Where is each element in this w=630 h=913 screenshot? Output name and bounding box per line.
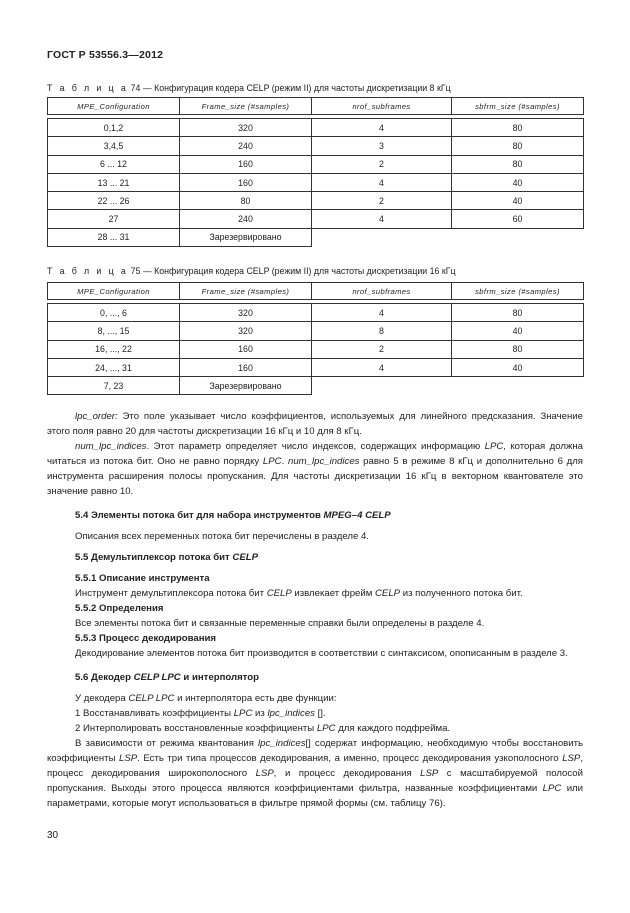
table-cell: 40	[452, 358, 584, 376]
column-header: nrof_subframes	[312, 283, 452, 300]
table-row	[48, 340, 584, 358]
term: CELP LPC	[133, 672, 181, 683]
term: CELP LPC	[128, 693, 175, 704]
term: lpc_order:	[75, 411, 118, 422]
table-row	[48, 192, 584, 210]
text-run: [].	[314, 708, 326, 719]
table-75	[47, 282, 584, 395]
column-header: sbfrm_size (#samples)	[452, 283, 584, 300]
table-label: Т а б л и ц а	[47, 266, 129, 276]
section-5-4-title	[47, 508, 583, 523]
table-cell: 320	[180, 119, 312, 137]
term: LSP	[562, 753, 581, 764]
table-row	[48, 210, 584, 228]
paragraph-lpc-order	[47, 409, 583, 439]
table-cell: 160	[180, 173, 312, 191]
term: LSP	[119, 753, 138, 764]
table-cell: 40	[452, 192, 584, 210]
text-run: , которая должна читаться из потока бит. Оно не равно порядку	[47, 441, 583, 467]
table-row	[48, 155, 584, 173]
text-run: или параметрами, которые могут использоваться в фильтре прямой формы (см. таблицу 76).	[47, 783, 584, 809]
table-cell: 0, ..., 6	[48, 304, 180, 322]
table-cell: 3	[312, 137, 452, 155]
text-run: и интерполятор	[180, 672, 259, 683]
text-run: для каждого подфрейма.	[335, 723, 451, 734]
table-cell: 240	[180, 210, 312, 228]
body-text	[47, 409, 583, 811]
text-run: 1 Восстанавливать коэффициенты	[75, 708, 234, 719]
section-5-5-1-title: 5.5.1 Описание инструмента	[75, 573, 210, 584]
table-row	[48, 137, 584, 155]
table-caption-text: 75 — Конфигурация кодера CELP (режим II) для частоты дискретизации 16 кГц	[130, 266, 456, 276]
table-cell: 2	[312, 155, 452, 173]
section-5-5-3-title: 5.5.3 Процесс декодирования	[75, 633, 217, 644]
table-cell: 240	[180, 137, 312, 155]
paragraph-num-lpc-indices	[47, 439, 583, 499]
text-run: [] содержат информацию, необходимую чтобы восстановить коэффициенты	[47, 738, 583, 764]
table-cell: 40	[452, 322, 584, 340]
table-74	[47, 97, 584, 247]
table-cell: 80	[452, 304, 584, 322]
text-run: с масштабируемой полосой пропускания. Выходы этого процесса являются коэффициентами фильтра, названные коэффициентами	[47, 768, 583, 794]
table-cell: 0,1,2	[48, 119, 180, 137]
text-run: 5.6 Декодер	[75, 672, 134, 683]
column-header: sbfrm_size (#samples)	[452, 98, 584, 115]
column-header: Frame_size (#samples)	[180, 283, 312, 300]
column-header: nrof_subframes	[312, 98, 452, 115]
table-cell: 4	[312, 304, 452, 322]
term: LPC	[233, 708, 253, 719]
table-cell: 6 ... 12	[48, 155, 180, 173]
text-run: из	[252, 708, 268, 719]
term: CELP	[266, 588, 292, 599]
text-run: и интерполятора есть две функции:	[174, 693, 337, 704]
column-header: MPE_Configuration	[48, 98, 180, 115]
term: LSP	[255, 768, 274, 779]
table-cell: 80	[452, 119, 584, 137]
term: num_lpc_indices	[287, 456, 360, 467]
list-item	[47, 721, 583, 736]
table-cell: 22 ... 26	[48, 192, 180, 210]
column-header: Frame_size (#samples)	[180, 98, 312, 115]
section-5-5-1-text	[47, 586, 583, 601]
table-75-caption	[47, 266, 456, 276]
text-run: . Есть три типа процессов декодирования, а именно, процесс декодирования узкополосного	[137, 753, 563, 764]
section-5-6-intro	[47, 691, 583, 706]
term: LSP	[420, 768, 439, 779]
text-run: , и процесс декодирования	[273, 768, 421, 779]
table-cell: 160	[180, 358, 312, 376]
term: lpc_indices	[267, 708, 315, 719]
table-cell: 160	[180, 340, 312, 358]
section-5-5-2-text: Все элементы потока бит и связанные переменные справки были определены в разделе 4.	[75, 618, 485, 629]
table-cell: 24, ..., 31	[48, 358, 180, 376]
table-cell: 80	[452, 155, 584, 173]
term: CELP	[232, 552, 259, 563]
table-row	[48, 173, 584, 191]
text-run: из полученного потока бит.	[400, 588, 523, 599]
document-header: ГОСТ Р 53556.3—2012	[47, 49, 164, 61]
table-cell: 40	[452, 173, 584, 191]
term: CELP	[375, 588, 401, 599]
table-header-row	[48, 283, 584, 300]
table-cell: 4	[312, 210, 452, 228]
text-run: равно 5 в режиме 8 кГц и дополнительно 6 для инструмента расширения полосы пропускания. Для частоты дискретизации 16 кГц в векторном квантователе это значение равно 10.	[47, 456, 584, 497]
section-5-6-paragraph	[47, 736, 583, 811]
paragraph-text: Это поле указывает число коэффициентов, используемых для линейного предсказания. Значение этого поля равно 20 для частоты дискретизации 16 кГц и 10 для 8 кГц.	[47, 411, 583, 437]
table-cell: 4	[312, 358, 452, 376]
table-row	[48, 358, 584, 376]
table-cell: 13 ... 21	[48, 173, 180, 191]
list-item	[47, 706, 583, 721]
table-cell: 80	[180, 192, 312, 210]
table-cell: 160	[180, 155, 312, 173]
text-run: В зависимости от режима квантования	[75, 738, 259, 749]
table-cell: 28 ... 31	[48, 228, 180, 246]
table-cell: 8	[312, 322, 452, 340]
table-cell: 80	[452, 340, 584, 358]
table-74-caption	[47, 83, 451, 93]
table-cell: 320	[180, 322, 312, 340]
term: MPEG–4 CELP	[323, 510, 391, 521]
section-5-6-title	[47, 670, 583, 685]
section-5-5-title	[47, 550, 583, 565]
page-number: 30	[47, 830, 59, 841]
text-run: , процесс декодирования широкополосного	[47, 753, 583, 779]
column-header: MPE_Configuration	[48, 283, 180, 300]
table-header-row	[48, 98, 584, 115]
table-row	[48, 119, 584, 137]
section-5-5-2-title: 5.5.2 Определения	[75, 603, 164, 614]
term: num_lpc_indices	[75, 441, 147, 452]
table-cell: 80	[452, 137, 584, 155]
term: LPC	[262, 456, 282, 467]
table-row	[48, 322, 584, 340]
table-cell: 8, ..., 15	[48, 322, 180, 340]
table-row	[48, 304, 584, 322]
table-label: Т а б л и ц а	[47, 83, 129, 93]
table-cell: 27	[48, 210, 180, 228]
term: lpc_indices	[258, 738, 306, 749]
table-cell: Зарезервировано	[180, 228, 312, 246]
table-cell: 3,4,5	[48, 137, 180, 155]
text-run: 5.4 Элементы потока бит для набора инструментов	[75, 510, 324, 521]
term: LPC	[316, 723, 336, 734]
section-5-5-3-text: Декодирование элементов потока бит производится в соответствии с синтаксисом, опописанным в разделе 3.	[75, 648, 568, 659]
text-run: 2 Интерполировать восстановленные коэффициенты	[75, 723, 317, 734]
term: LPC	[484, 441, 504, 452]
text-run: 5.5 Демультиплексор потока бит	[75, 552, 233, 563]
table-cell: Зарезервировано	[180, 377, 312, 395]
term: LPC	[542, 783, 562, 794]
table-cell: 2	[312, 340, 452, 358]
table-cell: 7, 23	[48, 377, 180, 395]
table-row-reserved	[48, 228, 584, 246]
text-run: У декодера	[75, 693, 129, 704]
text-run: извлекает фрейм	[291, 588, 375, 599]
table-cell: 16, ..., 22	[48, 340, 180, 358]
section-5-4-text: Описания всех переменных потока бит перечислены в разделе 4.	[75, 531, 369, 542]
table-cell: 4	[312, 119, 452, 137]
text-run: Инструмент демультиплексора потока бит	[75, 588, 267, 599]
table-row-reserved	[48, 377, 584, 395]
table-cell: 2	[312, 192, 452, 210]
table-cell: 4	[312, 173, 452, 191]
text-run: . Этот параметр определяет число индексов, содержащих информацию	[146, 441, 485, 452]
table-cell: 60	[452, 210, 584, 228]
table-caption-text: 74 — Конфигурация кодера CELP (режим II) для частоты дискретизации 8 кГц	[130, 83, 451, 93]
text-run: .	[281, 456, 288, 467]
table-cell: 320	[180, 304, 312, 322]
